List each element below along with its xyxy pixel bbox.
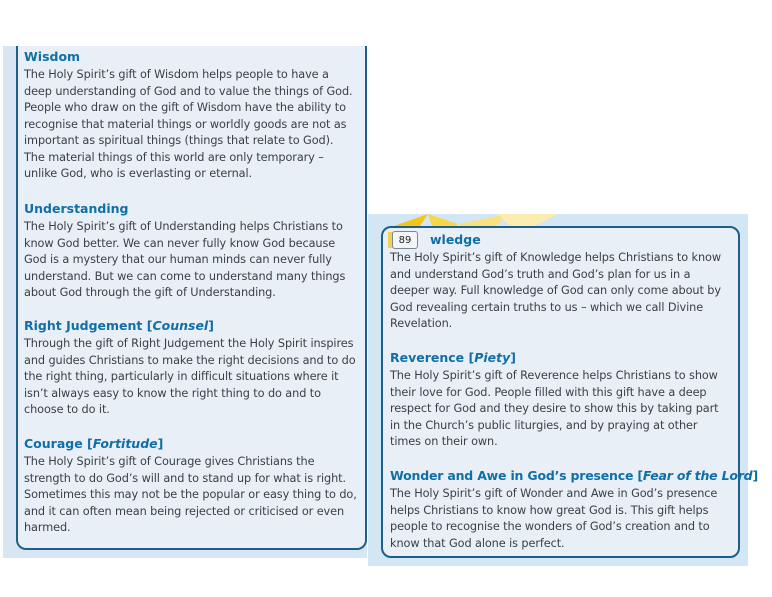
section-body: Through the gift of Right Judgement the Holy Spirit inspires and guides Christians to make the right decisions and to do the right thing, particularly in difficult situations where it isn’t always easy to know the right thing to do and to choose to do it. <box>24 337 356 416</box>
page-number-badge[interactable]: 89 <box>392 231 418 249</box>
section-body: The Holy Spirit’s gift of Wonder and Awe in God’s presence helps Christians to know how great God is. This gift helps people to recognise the wonders of God’s creation and to know that God alone is perfect. <box>390 487 718 550</box>
section-heading: wledge <box>430 232 481 247</box>
gifts-panel-right <box>381 226 758 558</box>
section-wisdom <box>24 49 357 183</box>
section-body: The Holy Spirit’s gift of Understanding helps Christians to know God better. We can never fully know God because God is a mystery that our human minds can never fully understand. But we can come to understand many things about God through the gift of Understanding. <box>24 220 346 299</box>
section-knowledge <box>390 232 730 333</box>
section-body: The Holy Spirit’s gift of Courage gives Christians the strength to do God’s will and to stand up for what is right. Sometimes this may not be the popular or easy thing to do, and it can often mean being rejected or criticised or even harmed. <box>24 455 357 534</box>
section-body: The Holy Spirit’s gift of Wisdom helps people to have a deep understanding of God and to value the things of God. People who draw on the gift of Wisdom have the ability to recognise that material things or worldly goods are not as important as spiritual things (things that relate to God). The material things of this world are only temporary – unlike God, who is everlasting or eternal. <box>24 68 353 180</box>
section-courage <box>24 436 357 537</box>
section-heading: Understanding <box>24 201 129 216</box>
section-understanding <box>24 201 357 302</box>
section-heading: Courage [Fortitude] <box>24 436 164 451</box>
section-reverence <box>390 350 730 451</box>
section-body: The Holy Spirit’s gift of Reverence helps Christians to show their love for God. People filled with this gift have a deep respect for God and they desire to show this by taking part in the Church’s public liturgies, and by praying at other times on their own. <box>390 369 719 448</box>
section-heading: Wonder and Awe in God’s presence [Fear of the Lord] <box>390 468 758 483</box>
section-body: The Holy Spirit’s gift of Knowledge helps Christians to know and understand God’s truth and God’s plan for us in a deeper way. Full knowledge of God can only come about by God revealing certain truths to us – which we call Divine Revelation. <box>390 251 721 330</box>
gifts-panel-left <box>16 46 367 550</box>
section-heading: Wisdom <box>24 49 81 64</box>
section-wonder-and-awe <box>390 468 758 552</box>
section-heading: Reverence [Piety] <box>390 350 517 365</box>
section-right-judgement <box>24 318 357 419</box>
section-heading: Right Judgement [Counsel] <box>24 318 214 333</box>
